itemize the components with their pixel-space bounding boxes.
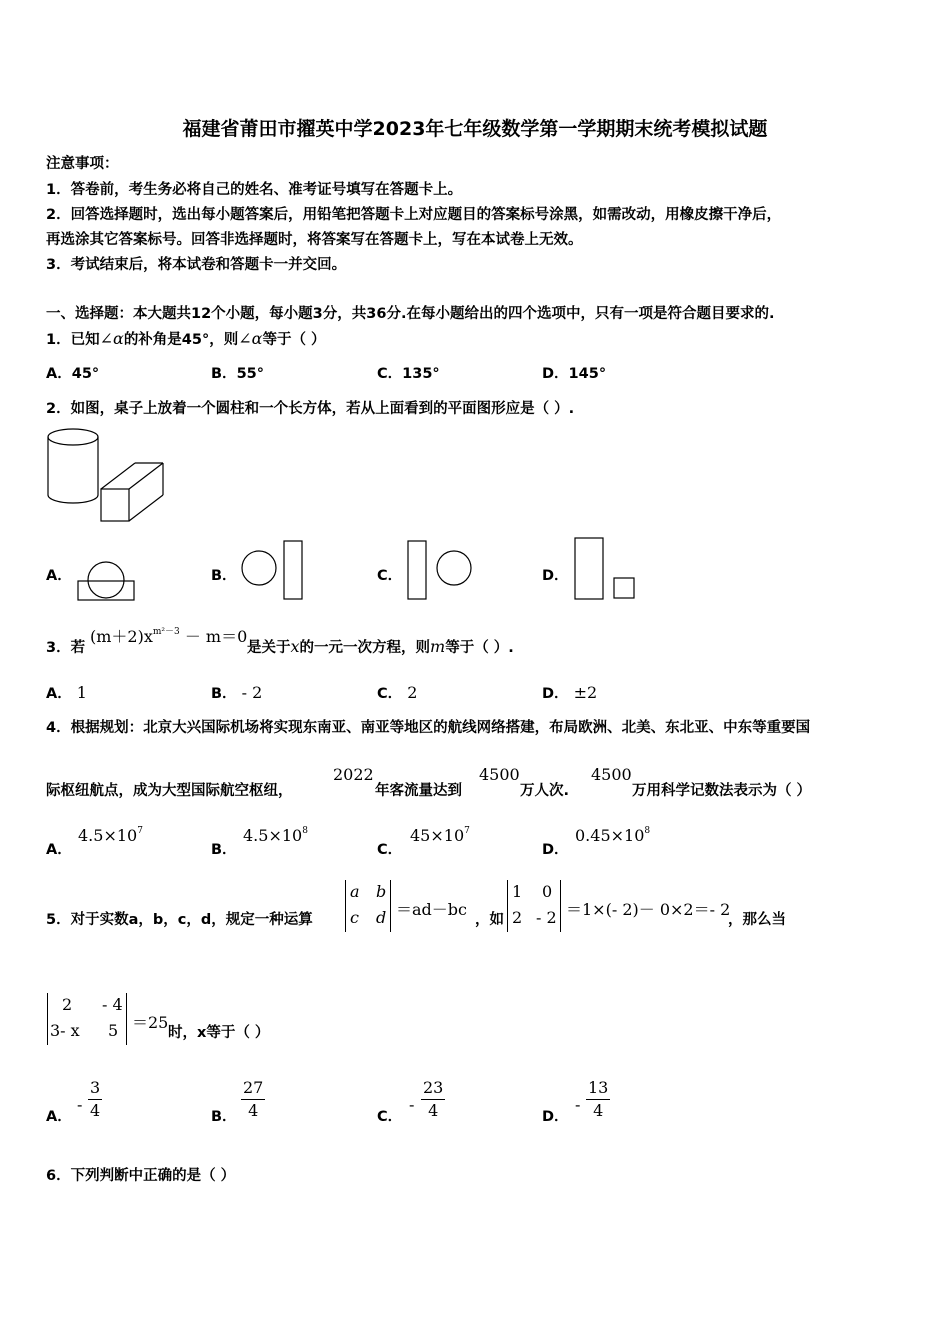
q3-text: 是关于x的一元一次方程，则m等于（ ）. xyxy=(247,637,514,656)
q1-option-c: C．135° xyxy=(377,366,440,382)
notice-item-2-cont: 再选涂其它答案标号。回答非选择题时，将答案写在答题卡上，写在本试卷上无效。 xyxy=(46,232,583,248)
q1-option-d: D．145° xyxy=(542,366,607,382)
q2-option-c-label: C． xyxy=(377,568,403,584)
q1-angle-symbol-2: ∠α xyxy=(238,329,263,348)
q5-option-d-sign: - xyxy=(575,1095,581,1114)
question-1 xyxy=(46,328,326,349)
page-title: 福建省莆田市擢英中学2023年七年级数学第一学期期末统考模拟试题 xyxy=(182,118,768,140)
question-6: 6．下列判断中正确的是（ ） xyxy=(46,1168,236,1184)
q4-text-c: 万人次. xyxy=(520,783,570,799)
q5-option-c-label: C． xyxy=(377,1109,403,1125)
notice-item-2: 2．回答选择题时，选出每小题答案后，用铅笔把答题卡上对应题目的答案标号涂黑，如需改动，用橡皮擦干净后， xyxy=(46,207,782,223)
q1-option-a: A．45° xyxy=(46,366,100,382)
q5-def-rhs: ＝ad－bc xyxy=(396,900,467,919)
q3-option-d: D． ±2 xyxy=(542,683,598,702)
q4-option-b: $4.5\times 10^8$ xyxy=(243,826,308,845)
q5-option-d-fraction: $\frac{13}{4}$ xyxy=(588,1078,609,1120)
q3-var-m: m xyxy=(430,637,446,656)
q5-option-b-fraction: $\frac{27}{4}$ xyxy=(243,1078,264,1120)
q3-equation xyxy=(90,624,247,647)
notice-item-1: 1．答卷前，考生务必将自己的姓名、准考证号填写在答题卡上。 xyxy=(46,182,463,198)
q3-prefix: 3．若 xyxy=(46,640,86,656)
q5-option-a-sign: - xyxy=(77,1095,83,1114)
q2-option-c-figure xyxy=(405,538,475,602)
q5-option-a-label: A． xyxy=(46,1109,72,1125)
q3-option-c: C． 2 xyxy=(377,683,418,702)
q5-option-a-fraction: $\frac{3}{4}$ xyxy=(90,1078,101,1120)
q4-text-a: 际枢纽航点，成为大型国际航空枢纽， xyxy=(46,783,293,799)
q4-text-d: 万用科学记数法表示为（ ） xyxy=(632,783,812,799)
q4-num-1: 4500 xyxy=(479,765,520,784)
q5-example-rhs: ＝1×(- 2)－ 0×2＝- 2 xyxy=(566,900,731,919)
q4-option-c: $45\times 10^7$ xyxy=(410,826,470,845)
q1-option-b: B．55° xyxy=(211,366,264,382)
q4-option-a: $4.5\times 10^7$ xyxy=(78,826,143,845)
q5-text-b: ，如 xyxy=(475,912,504,928)
q2-option-a-figure xyxy=(75,560,137,604)
section-heading: 一、选择题：本大题共12个小题，每小题3分，共36分.在每小题给出的四个选项中，只有一项是符合题目要求的. xyxy=(46,306,775,322)
question-4-line-1: 4．根据规划：北京大兴国际机场将实现东南亚、南亚等地区的航线网络搭建，布局欧洲、北美、东北亚、中东等重要国 xyxy=(46,720,811,736)
q2-option-d-figure xyxy=(572,535,638,603)
q2-figure-cylinder-box xyxy=(40,425,170,525)
q4-num-2: 4500 xyxy=(591,765,632,784)
notice-item-3: 3．考试结束后，将本试卷和答题卡一并交回。 xyxy=(46,257,347,273)
q3-equation-exponent: m²－3 xyxy=(152,627,180,637)
q5-text-d: 时，x等于（ ） xyxy=(168,1025,270,1041)
q3-equation-tail: － m＝0 xyxy=(184,627,248,646)
q3-equation-main: (m＋2)x xyxy=(90,627,153,646)
q4-option-d: $0.45\times 10^8$ xyxy=(575,826,651,845)
q5-option-c-sign: - xyxy=(409,1095,415,1114)
notice-heading: 注意事项： xyxy=(46,156,119,172)
q3-option-a: A． 1 xyxy=(46,683,87,702)
q3-var-x: x xyxy=(290,637,300,656)
q1-angle-symbol: ∠α xyxy=(99,329,124,348)
q4-option-c-label: C． xyxy=(377,842,403,858)
q5-text-a: 5．对于实数a，b，c，d，规定一种运算 xyxy=(46,912,313,928)
q1-text-b: 的补角是45°，则 xyxy=(123,332,239,348)
q2-option-d-label: D． xyxy=(542,568,569,584)
q4-option-a-label: A． xyxy=(46,842,72,858)
q5-def-determinant: a b c d xyxy=(345,880,391,932)
q5-option-c-fraction: $\frac{23}{4}$ xyxy=(423,1078,444,1120)
q5-example-determinant: 1 0 2 - 2 xyxy=(507,880,561,932)
q5-option-b-label: B． xyxy=(211,1109,237,1125)
q2-option-b-label: B． xyxy=(211,568,237,584)
q5-text-c: ，那么当 xyxy=(728,912,786,928)
q4-year: 2022 xyxy=(333,765,374,784)
q2-option-a-label: A． xyxy=(46,568,72,584)
q1-text-a: 1．已知 xyxy=(46,332,100,348)
q1-text-c: 等于（ ） xyxy=(262,332,326,348)
q4-option-b-label: B． xyxy=(211,842,237,858)
q4-option-d-label: D． xyxy=(542,842,569,858)
q5-condition-determinant: 2 - 4 3- x 5 xyxy=(47,993,127,1045)
q3-option-b: B． - 2 xyxy=(211,683,263,702)
q5-condition-rhs: ＝25 xyxy=(132,1013,169,1032)
q2-option-b-figure xyxy=(240,538,306,602)
question-2: 2．如图，桌子上放着一个圆柱和一个长方体，若从上面看到的平面图形应是（ ）. xyxy=(46,401,575,417)
q5-option-d-label: D． xyxy=(542,1109,569,1125)
q4-text-b: 年客流量达到 xyxy=(375,783,462,799)
